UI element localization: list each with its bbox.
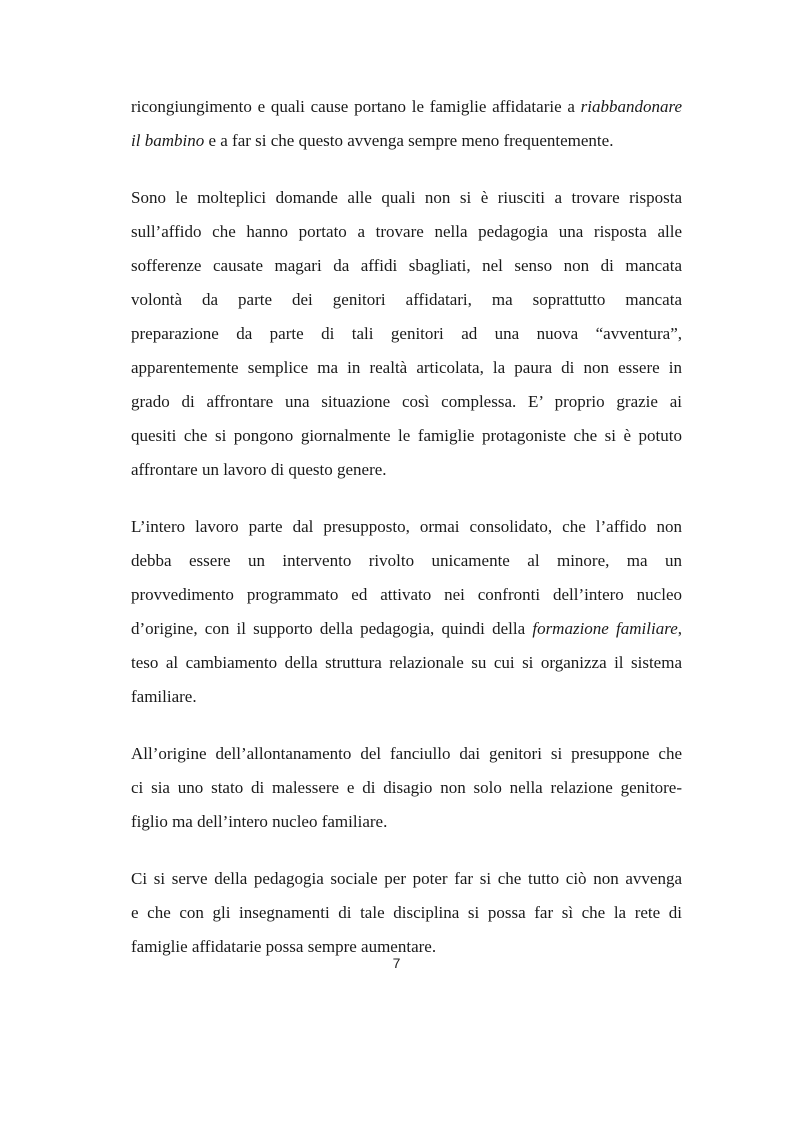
paragraph — [131, 510, 682, 714]
body-text — [131, 90, 682, 987]
text-run: affrontare un lavoro di questo genere. — [131, 460, 387, 479]
text-line — [131, 90, 682, 124]
page-number: 7 — [392, 955, 401, 971]
text-run: provvedimento programmato ed attivato nei confronti dell’intero nucleo — [131, 585, 682, 604]
text-run: apparentemente semplice ma in realtà articolata, la paura di non essere in — [131, 358, 682, 377]
text-run: All’origine dell’allontanamento del fanciullo dai genitori si presuppone che — [131, 744, 682, 763]
text-line — [131, 612, 682, 646]
text-line — [131, 544, 682, 578]
paragraph — [131, 737, 682, 839]
text-run: sull’affido che hanno portato a trovare nella pedagogia una risposta alle — [131, 222, 682, 241]
text-line — [131, 578, 682, 612]
text-run: ricongiungimento e quali cause portano le famiglie affidatarie a — [131, 97, 581, 116]
text-line — [131, 385, 682, 419]
italic-text: formazione familiare — [532, 619, 678, 638]
text-line — [131, 680, 682, 714]
text-run: quesiti che si pongono giornalmente le famiglie protagoniste che si è potuto — [131, 426, 682, 445]
text-line — [131, 737, 682, 771]
text-run: Ci si serve della pedagogia sociale per poter far si che tutto ciò non avvenga — [131, 869, 682, 888]
text-line — [131, 771, 682, 805]
text-run: e che con gli insegnamenti di tale disciplina si possa far sì che la rete di — [131, 903, 682, 922]
text-line — [131, 317, 682, 351]
text-line — [131, 646, 682, 680]
text-run: familiare. — [131, 687, 197, 706]
text-run: grado di affrontare una situazione così complessa. E’ proprio grazie ai — [131, 392, 682, 411]
text-line — [131, 896, 682, 930]
italic-text: riabbandonare — [580, 97, 682, 116]
text-line — [131, 249, 682, 283]
paragraph — [131, 181, 682, 487]
text-run: e a far si che questo avvenga sempre meno frequentemente. — [204, 131, 614, 150]
text-line — [131, 283, 682, 317]
text-line — [131, 419, 682, 453]
text-run: volontà da parte dei genitori affidatari, ma soprattutto mancata — [131, 290, 682, 309]
text-line — [131, 805, 682, 839]
paragraph — [131, 862, 682, 964]
italic-text: il bambino — [131, 131, 205, 150]
text-line — [131, 351, 682, 385]
text-run: L’intero lavoro parte dal presupposto, ormai consolidato, che l’affido non — [131, 517, 682, 536]
text-line — [131, 453, 682, 487]
text-line — [131, 510, 682, 544]
text-run: , — [677, 619, 683, 638]
text-run: figlio ma dell’intero nucleo familiare. — [131, 812, 388, 831]
text-line — [131, 124, 682, 158]
text-line — [131, 215, 682, 249]
text-line — [131, 181, 682, 215]
text-run: d’origine, con il supporto della pedagogia, quindi della — [131, 619, 533, 638]
text-run: debba essere un intervento rivolto unicamente al minore, ma un — [131, 551, 682, 570]
text-run: Sono le molteplici domande alle quali non si è riusciti a trovare risposta — [131, 188, 682, 207]
text-run: preparazione da parte di tali genitori ad una nuova “avventura”, — [131, 324, 682, 343]
text-run: sofferenze causate magari da affidi sbagliati, nel senso non di mancata — [131, 256, 682, 275]
paragraph — [131, 90, 682, 158]
text-run: famiglie affidatarie possa sempre aumentare. — [131, 937, 437, 956]
text-run: teso al cambiamento della struttura relazionale su cui si organizza il sistema — [131, 653, 682, 672]
text-line — [131, 862, 682, 896]
text-run: ci sia uno stato di malessere e di disagio non solo nella relazione genitore- — [131, 778, 682, 797]
